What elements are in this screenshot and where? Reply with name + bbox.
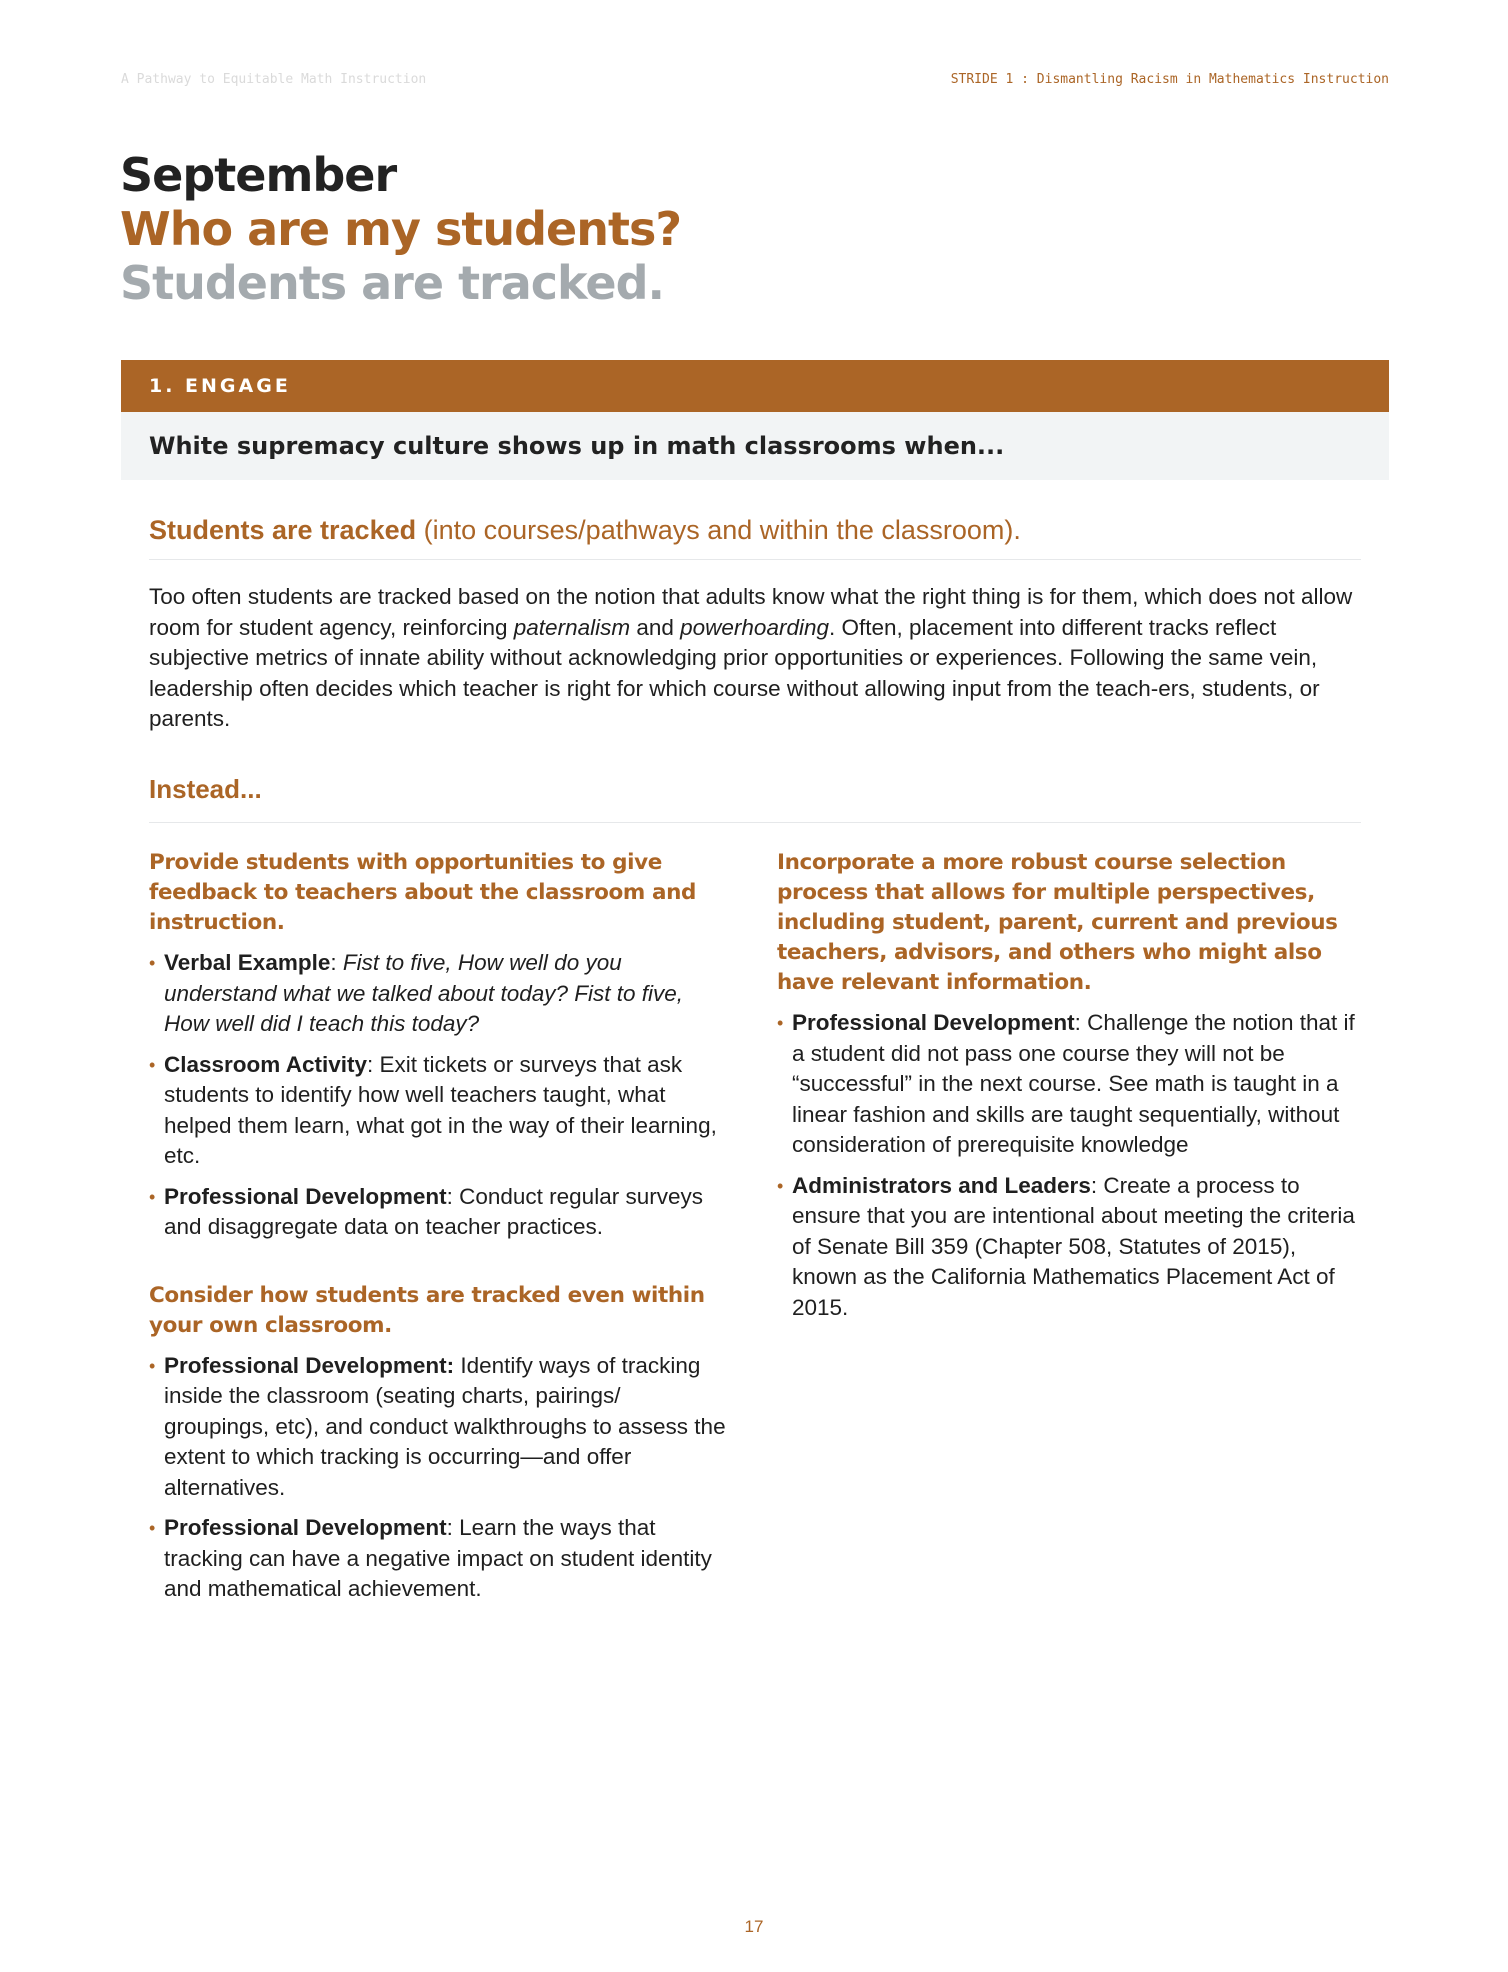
- engage-bar: 1. ENGAGE: [121, 360, 1389, 412]
- list-item: [149, 1351, 731, 1504]
- item-label: Professional Development: [792, 1010, 1075, 1035]
- feedback-heading: Provide students with opportunities to give feedback to teachers about the classroom and instruction.: [149, 850, 696, 935]
- course-selection-list: [777, 1008, 1367, 1323]
- item-text: Fist to five, How well do you understand what we talked about today? Fist to five, How well did I teach this today?: [164, 950, 684, 1036]
- intro-text: and: [630, 614, 681, 640]
- page-number: 17: [744, 1917, 764, 1936]
- intro-emphasis: powerhoarding: [680, 614, 829, 640]
- divider: [149, 559, 1361, 560]
- statement-title: Students are tracked.: [120, 256, 665, 310]
- intro-emphasis: paternalism: [513, 614, 631, 640]
- bullet-icon: •: [149, 1355, 156, 1376]
- topic-bold: Students are tracked: [149, 515, 417, 545]
- page-titles: [120, 148, 681, 310]
- item-text: Learn the ways that tracking can have a negative impact on student identity and mathematical achievement.: [164, 1515, 712, 1601]
- topic-rest: (into courses/pathways and within the classroom).: [416, 515, 1021, 545]
- item-label: Professional Development: [164, 1515, 447, 1540]
- culture-bar: White supremacy culture shows up in math classrooms when...: [121, 412, 1389, 480]
- intro-paragraph: [149, 582, 1361, 735]
- topic-heading: [149, 512, 1361, 548]
- instead-heading: Instead...: [149, 774, 262, 804]
- list-item: • Administrators and Leaders: Create a process to ensure that you are intentional about meeting the criteria of Senate Bill 359 (Chapter 508, Statutes of 2015), known as the California Mathematics Placement Act of 2015.: [777, 1172, 1355, 1320]
- list-item: • Professional Development: Conduct regular surveys and disaggregate data on teacher practices.: [149, 1183, 703, 1239]
- list-item: • Verbal Example: Fist to five, How well do you understand what we talked about today? Fist to five, How well did I teach this today?: [149, 950, 684, 1036]
- bullet-icon: •: [149, 1054, 156, 1075]
- bullet-icon: •: [149, 953, 156, 973]
- feedback-list: [149, 948, 731, 1243]
- right-column: [777, 848, 1367, 1323]
- intro-text: . Often, placement into different tracks reflect subjective metrics of innate ability without acknowledging prior opportunities or experiences. Following the same vein, leadership often decides which teacher is right for which course without allowing input from the teach-ers, students, or parents.: [149, 614, 1320, 731]
- document-title: A Pathway to Equitable Math Instruction: [121, 72, 427, 87]
- bullet-icon: •: [777, 1175, 784, 1196]
- item-text: Conduct regular surveys and disaggregate data on teacher practices.: [164, 1183, 703, 1239]
- bullet-icon: •: [149, 1186, 156, 1207]
- classroom-tracking-heading: Consider how students are tracked even within your own classroom.: [149, 1282, 705, 1338]
- item-label: Professional Development:: [164, 1352, 455, 1378]
- left-column: [149, 848, 731, 1605]
- item-label: Administrators and Leaders: [792, 1172, 1091, 1198]
- month-title: September: [120, 148, 397, 202]
- section-title: STRIDE 1 : Dismantling Racism in Mathematics Instruction: [950, 72, 1389, 87]
- item-label: Classroom Activity: [164, 1051, 367, 1077]
- bullet-icon: •: [777, 1013, 784, 1033]
- item-text: Exit tickets or surveys that ask students to identify how well teachers taught, what helped them learn, what got in the way of their learning, etc.: [164, 1051, 717, 1168]
- divider: [149, 822, 1361, 823]
- course-selection-heading: Incorporate a more robust course selection process that allows for multiple perspectives, including student, parent, current and previous teachers, advisors, and others who might also have relevant information.: [777, 850, 1338, 995]
- question-title: Who are my students?: [120, 202, 682, 256]
- item-label: Professional Development: [164, 1183, 447, 1209]
- list-item: • Professional Development: Learn the ways that tracking can have a negative impact on student identity and mathematical achievement.: [149, 1515, 712, 1601]
- intro-text: Too often students are tracked based on the notion that adults know what the right thing is for them, which does not allow room for student agency, reinforcing: [149, 584, 1353, 640]
- item-label: Verbal Example: [164, 950, 331, 975]
- list-item: • Professional Development: Challenge the notion that if a student did not pass one course they will not be “successful” in the next course. See math is taught in a linear fashion and skills are taught sequentially, without consideration of prerequisite knowledge: [777, 1010, 1355, 1157]
- item-text: Challenge the notion that if a student did not pass one course they will not be “successful” in the next course. See math is taught in a linear fashion and skills are taught sequentially, without consideration of prerequisite knowledge: [792, 1010, 1355, 1157]
- bullet-icon: •: [149, 1518, 156, 1538]
- item-text: Create a process to ensure that you are intentional about meeting the criteria of Senate Bill 359 (Chapter 508, Statutes of 2015), known as the California Mathematics Placement Act of 2015.: [792, 1172, 1355, 1320]
- list-item: • Classroom Activity: Exit tickets or surveys that ask students to identify how well teachers taught, what helped them learn, what got in the way of their learning, etc.: [149, 1051, 717, 1168]
- classroom-tracking-list: [149, 1351, 731, 1605]
- item-text: Identify ways of tracking inside the classroom (seating charts, pairings/ groupings, etc), and conduct walkthroughs to assess the extent to which tracking is occurring—and offer alternatives.: [164, 1352, 726, 1500]
